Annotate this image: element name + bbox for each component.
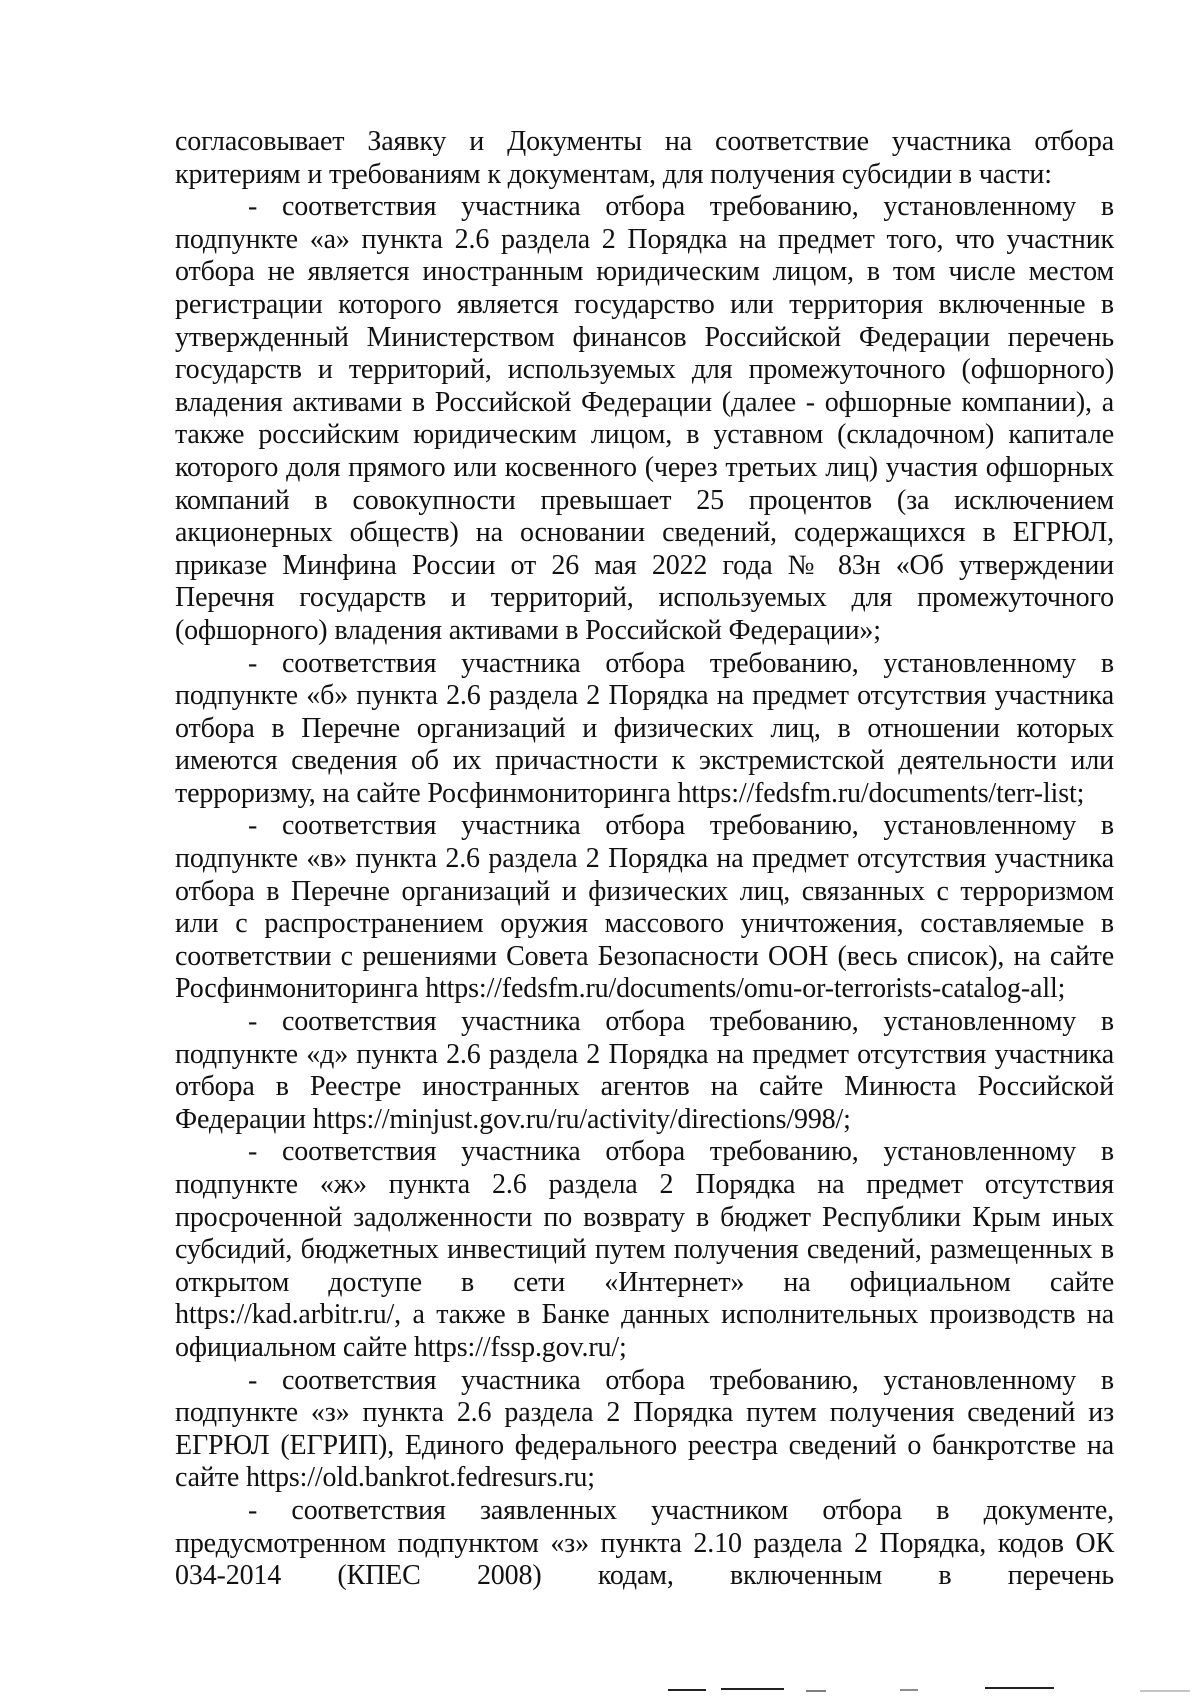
paragraph-criterion-b: - соответствия участника отбора требованию, установленному в подпункте «б» пункта 2.6 раздела 2 Порядка на предмет отсутствия участника отбора в Перечне организаций и физических лиц, в отношении которых имеются сведения об их причастности к экстремистской деятельности или терроризму, на сайте Росфинмониторинга https://fedsfm.ru/documents/terr-list;	[175, 647, 1114, 809]
paragraph-okpd-codes: - соответствия заявленных участником отбора в документе, предусмотренном подпунктом «з» пункта 2.10 раздела 2 Порядка, кодов ОК 034-2014 (КПЕС 2008) кодам, включенным в перечень	[175, 1494, 1114, 1592]
paragraph-criterion-z: - соответствия участника отбора требованию, установленному в подпункте «з» пункта 2.6 раздела 2 Порядка путем получения сведений из ЕГРЮЛ (ЕГРИП), Единого федерального реестра сведений о банкротстве на сайте https://old.bankrot.fedresurs.ru;	[175, 1364, 1114, 1494]
paragraph-criterion-v: - соответствия участника отбора требованию, установленному в подпункте «в» пункта 2.6 раздела 2 Порядка на предмет отсутствия участника отбора в Перечне организаций и физических лиц, связанных с терроризмом или с распространением оружия массового уничтожения, составляемые в соответствии с решениями Совета Безопасности ООН (весь список), на сайте Росфинмониторинга https://fedsfm.ru/documents/omu-or-terrorists-catalog-all;	[175, 810, 1114, 1005]
paragraph-intro: согласовывает Заявку и Документы на соответствие участника отбора критериям и требованиям к документам, для получения субсидии в части:	[175, 126, 1114, 190]
paragraph-criterion-a: - соответствия участника отбора требованию, установленному в подпункте «а» пункта 2.6 раздела 2 Порядка на предмет того, что участник отбора не является иностранным юридическим лицом, в том числе местом регистрации которого является государство или территория включенные в утвержденный Министерством финансов Российской Федерации перечень государств и территорий, используемых для промежуточного (офшорного) владения активами в Российской Федерации (далее - офшорные компании), а также российским юридическим лицом, в уставном (складочном) капитале которого доля прямого или косвенного (через третьих лиц) участия офшорных компаний в совокупности превышает 25 процентов (за исключением акционерных обществ) на основании сведений, содержащихся в ЕГРЮЛ, приказе Минфина России от 26 мая 2022 года № 83н «Об утверждении Перечня государств и территорий, используемых для промежуточного (офшорного) владения активами в Российской Федерации»;	[175, 191, 1114, 646]
document-body	[175, 126, 1114, 1593]
paragraph-criterion-d: - соответствия участника отбора требованию, установленному в подпункте «д» пункта 2.6 раздела 2 Порядка на предмет отсутствия участника отбора в Реестре иностранных агентов на сайте Минюста Российской Федерации https://minjust.gov.ru/ru/activity/directions/998/;	[175, 1006, 1114, 1135]
paragraph-criterion-zh: - соответствия участника отбора требованию, установленному в подпункте «ж» пункта 2.6 раздела 2 Порядка на предмет отсутствия просроченной задолженности по возврату в бюджет Республики Крым иных субсидий, бюджетных инвестиций путем получения сведений, размещенных в открытом доступе в сети «Интернет» на официальном сайте https://kad.arbitr.ru/, а также в Банке данных исполнительных производств на официальном сайте https://fssp.gov.ru/;	[175, 1136, 1114, 1363]
